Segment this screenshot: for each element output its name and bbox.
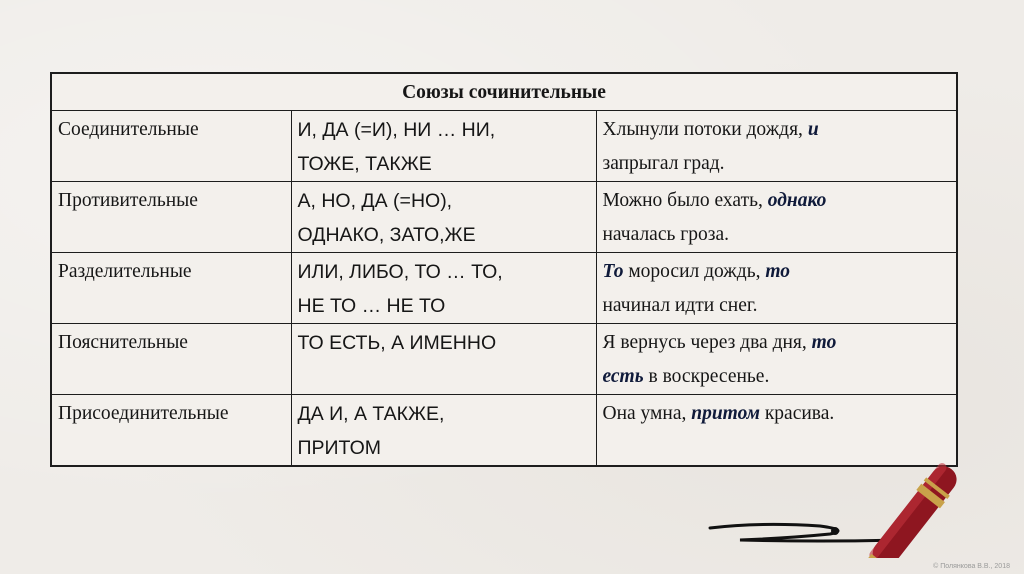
conjunctions-cell — [291, 182, 596, 253]
conjunctions-cell — [291, 324, 596, 395]
conjunction-line: ДА И, А ТАКЖЕ, — [297, 403, 445, 425]
example-text: красива. — [759, 403, 835, 424]
table-row — [51, 324, 957, 395]
example-cell — [596, 253, 957, 324]
example-text: Можно было ехать, — [602, 190, 768, 211]
example-line — [603, 147, 951, 181]
example-line — [603, 326, 951, 360]
example-line — [603, 255, 951, 289]
conjunction-type-cell: Присоединительные — [51, 395, 291, 467]
conjunction-line: И, ДА (=И), НИ … НИ, — [297, 119, 496, 141]
table-row — [51, 182, 957, 253]
conjunctions-table — [50, 72, 958, 467]
example-text: моросил дождь, — [623, 261, 766, 282]
conjunction-line: ТО ЕСТЬ, А ИМЕННО — [297, 332, 497, 354]
table-row — [51, 253, 957, 324]
table-body — [51, 111, 957, 467]
copyright-note: © Полянкова В.В., 2018 — [933, 563, 1010, 570]
highlighted-conjunction: и — [807, 119, 819, 140]
example-line — [603, 184, 951, 218]
table-row — [51, 111, 957, 182]
conjunctions-cell — [291, 111, 596, 182]
conjunctions-cell — [291, 395, 596, 467]
fountain-pen-icon — [700, 448, 990, 558]
table-title: Союзы сочинительные — [51, 73, 957, 111]
example-line — [603, 397, 951, 431]
example-text: началась гроза. — [602, 224, 729, 245]
example-text: Она умна, — [602, 403, 692, 424]
conjunction-type-cell: Пояснительные — [51, 324, 291, 395]
example-text: начинал идти снег. — [602, 295, 758, 316]
example-text: Я вернусь через два дня, — [602, 332, 812, 353]
example-text: запрыгал град. — [602, 153, 725, 174]
conjunction-type-cell: Противительные — [51, 182, 291, 253]
example-line — [603, 289, 951, 323]
conjunction-line: ИЛИ, ЛИБО, ТО … ТО, — [297, 261, 503, 283]
example-cell — [596, 111, 957, 182]
conjunction-type-cell: Разделительные — [51, 253, 291, 324]
highlighted-conjunction: то — [765, 261, 791, 282]
example-text: Хлынули потоки дождя, — [602, 119, 808, 140]
example-line — [603, 113, 951, 147]
example-line — [603, 360, 951, 394]
conjunction-line: А, НО, ДА (=НО), — [297, 190, 453, 212]
highlighted-conjunction: притом — [691, 403, 760, 424]
conjunction-line: ПРИТОМ — [297, 437, 381, 459]
conjunctions-cell — [291, 253, 596, 324]
highlighted-conjunction: есть — [602, 366, 644, 387]
conjunction-line: ТОЖЕ, ТАКЖЕ — [297, 153, 432, 175]
example-cell — [596, 182, 957, 253]
example-line — [603, 218, 951, 252]
example-text: в воскресенье. — [643, 366, 770, 387]
highlighted-conjunction: то — [811, 332, 837, 353]
highlighted-conjunction: То — [602, 261, 624, 282]
example-cell — [596, 324, 957, 395]
conjunction-line: НЕ ТО … НЕ ТО — [297, 295, 446, 317]
conjunction-type-cell: Соединительные — [51, 111, 291, 182]
highlighted-conjunction: однако — [767, 190, 827, 211]
conjunction-line: ОДНАКО, ЗАТО,ЖЕ — [297, 224, 476, 246]
